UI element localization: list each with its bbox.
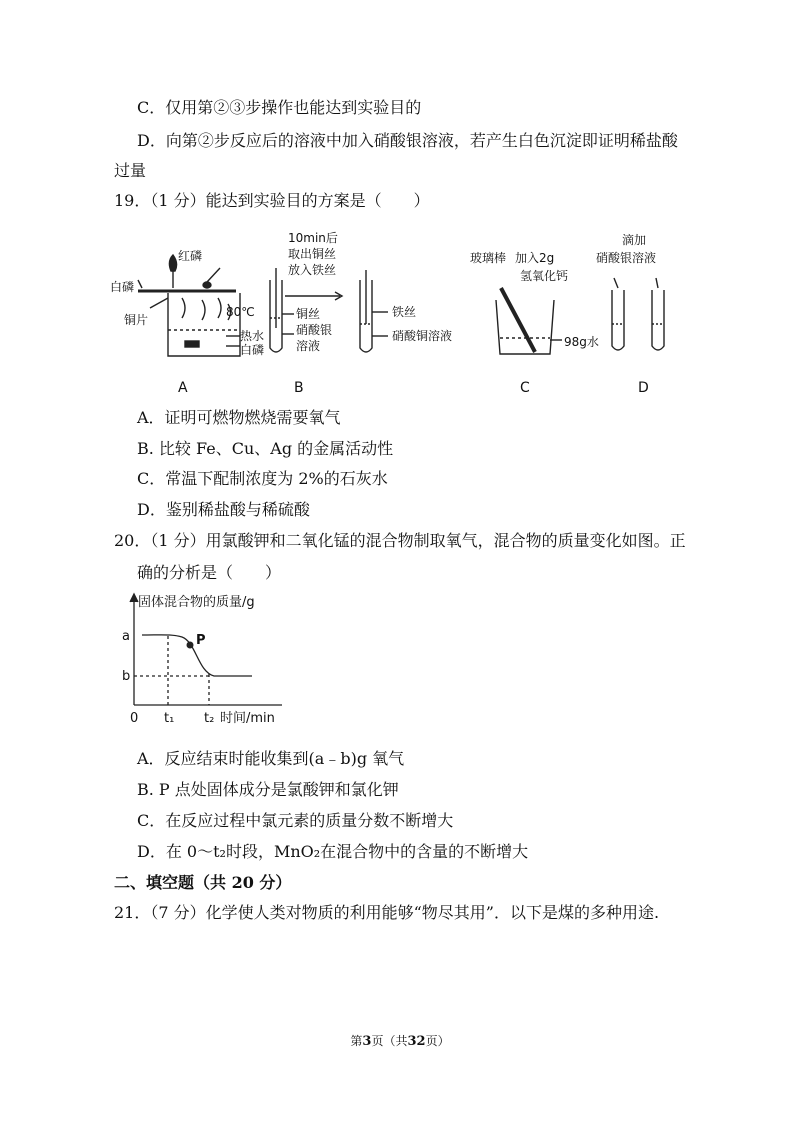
label-white-phosphorus-bottom: 白磷 xyxy=(240,343,265,357)
label-copper-sheet: 铜片 xyxy=(124,313,149,327)
graph-point-p-label: P xyxy=(196,633,206,648)
q19-option-d: D．鉴别稀盐酸与稀硫酸 xyxy=(137,500,310,519)
graph-x-label: 时间/min xyxy=(220,711,275,726)
label-copper-wire: 铜丝 xyxy=(296,307,321,321)
q19-option-a: A．证明可燃物燃烧需要氧气 xyxy=(137,408,341,427)
q19-option-b: B. 比较 Fe、Cu、Ag 的金属活动性 xyxy=(137,439,394,458)
point-p xyxy=(187,642,194,649)
label-add-dropwise: 滴加 xyxy=(622,233,647,247)
panel-letter-a: A xyxy=(178,380,188,396)
footer-page: 3 xyxy=(362,1034,372,1049)
graph-tick-t2: t₂ xyxy=(204,711,215,726)
q18-option-d-continued: 过量 xyxy=(114,161,147,180)
q18-option-d: D．向第②步反应后的溶液中加入硝酸银溶液，若产生白色沉淀即证明稀盐酸 xyxy=(137,131,678,150)
label-add-2g: 加入2g xyxy=(515,251,555,265)
label-iron-wire: 铁丝 xyxy=(392,305,417,319)
page-footer xyxy=(0,1032,800,1049)
q20-stem-line2: 确的分析是（ ） xyxy=(137,563,282,582)
q20-option-a: A．反应结束时能收集到(a﹣b)g 氧气 xyxy=(137,749,405,768)
label-solution: 溶液 xyxy=(296,339,321,353)
q20-graph xyxy=(112,590,292,730)
label-glass-rod: 玻璃棒 xyxy=(470,251,507,265)
label-take-out-copper: 取出铜丝 xyxy=(288,247,337,261)
q21-stem: 21．（7 分）化学使人类对物质的利用能够“物尽其用”．以下是煤的多种用途. xyxy=(114,903,660,922)
q19-option-c: C．常温下配制浓度为 2%的石灰水 xyxy=(137,469,388,488)
panel-letter-b: B xyxy=(294,380,304,396)
panel-letter-d: D xyxy=(638,380,649,396)
label-white-phosphorus-top: 白磷 xyxy=(110,280,135,294)
graph-tick-b: b xyxy=(122,669,131,684)
footer-suffix: 页） xyxy=(425,1034,450,1048)
q20-option-b: B. P 点处固体成分是氯酸钾和氯化钾 xyxy=(137,780,399,799)
q19-figure xyxy=(110,228,690,398)
label-red-phosphorus: 红磷 xyxy=(178,249,203,263)
q19-stem: 19．（1 分）能达到实验目的方案是（ ） xyxy=(114,191,430,210)
label-calcium-hydroxide: 氢氧化钙 xyxy=(520,269,569,283)
label-silver-nitrate: 硝酸银 xyxy=(296,323,333,337)
graph-origin: 0 xyxy=(130,711,139,726)
q18-option-c: C．仅用第②③步操作也能达到实验目的 xyxy=(137,98,422,117)
label-10min: 10min后 xyxy=(288,231,338,245)
q20-option-c: C．在反应过程中氯元素的质量分数不断增大 xyxy=(137,811,454,830)
footer-total: 32 xyxy=(407,1034,426,1049)
graph-tick-t1: t₁ xyxy=(164,711,175,726)
footer-prefix: 第 xyxy=(350,1034,363,1048)
label-98g-water: 98g水 xyxy=(564,335,599,349)
section2-heading: 二、填空题（共 20 分） xyxy=(114,873,292,892)
label-copper-nitrate: 硝酸铜溶液 xyxy=(392,329,453,343)
q20-option-d: D．在 0～t₂时段，MnO₂在混合物中的含量的不断增大 xyxy=(137,842,529,861)
footer-middle: 页（共 xyxy=(371,1034,408,1048)
label-80c: 80℃ xyxy=(226,305,255,319)
panel-letter-c: C xyxy=(520,380,530,396)
q20-stem-line1: 20．（1 分）用氯酸钾和二氧化锰的混合物制取氧气，混合物的质量变化如图。正 xyxy=(114,531,686,550)
label-insert-iron: 放入铁丝 xyxy=(288,263,337,277)
label-hot-water: 热水 xyxy=(240,329,265,343)
graph-y-label: 固体混合物的质量/g xyxy=(138,595,255,610)
label-silver-nitrate-solution: 硝酸银溶液 xyxy=(596,251,657,265)
graph-tick-a: a xyxy=(122,629,130,644)
